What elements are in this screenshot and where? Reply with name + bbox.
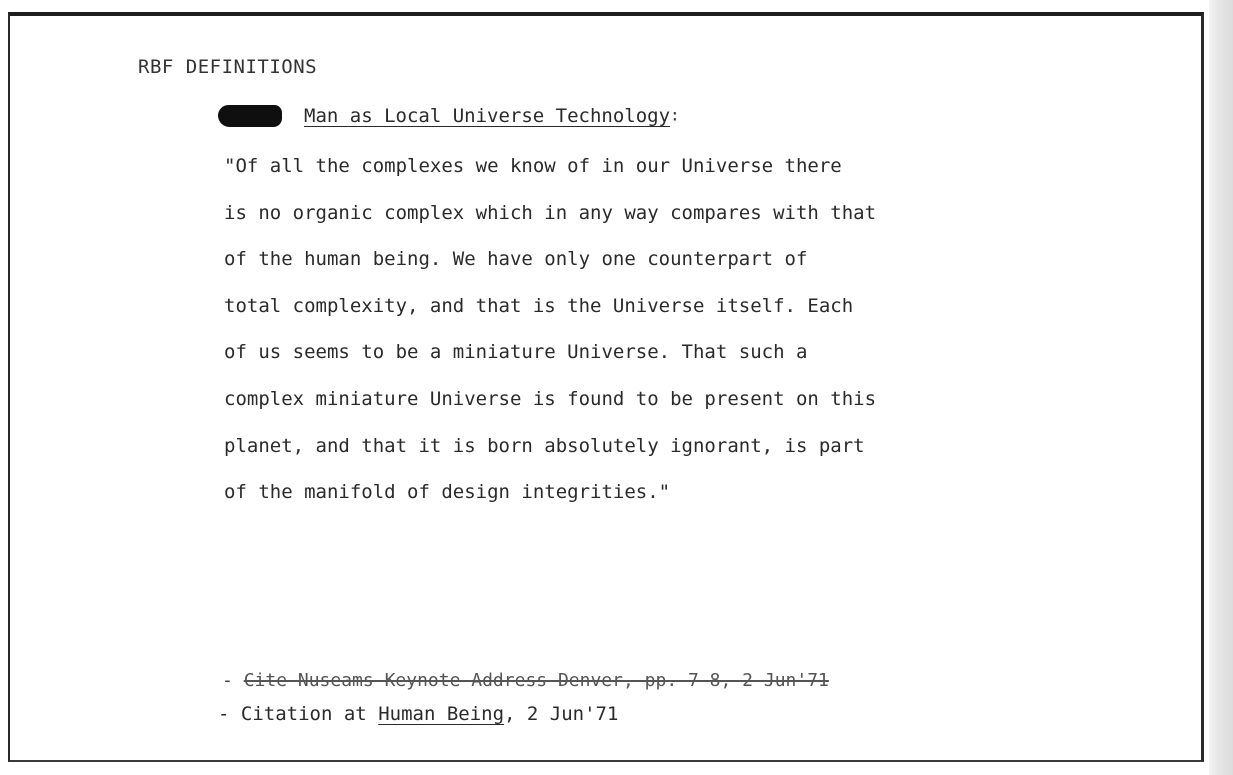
struck-citation	[222, 670, 829, 691]
page-heading: RBF DEFINITIONS	[138, 56, 318, 78]
quote-line: of the manifold of design integrities."	[224, 481, 671, 504]
struck-citation-dash: -	[222, 670, 233, 691]
quote-line: planet, and that it is born absolutely ignorant, is part	[224, 434, 865, 457]
entry-title-line	[218, 105, 680, 131]
quote-line: is no organic complex which in any way compares with that	[224, 201, 877, 224]
citation-date: , 2 Jun'71	[504, 703, 619, 725]
quote-line: of us seems to be a miniature Universe. That such a	[224, 341, 808, 364]
citation-prefix: Citation at	[240, 703, 367, 725]
quote-line: "Of all the complexes we know of in our Universe there	[224, 155, 842, 177]
quote-line: total complexity, and that is the Universe itself. Each	[224, 294, 854, 317]
citation	[218, 703, 618, 725]
quote-line: complex miniature Universe is found to be present on this	[224, 387, 877, 410]
scan-edge	[1209, 0, 1233, 775]
entry-title-colon: :	[670, 105, 680, 125]
redaction-mark	[218, 105, 282, 127]
quote-line: of the human being. We have only one counterpart of	[224, 248, 808, 271]
citation-dash: -	[218, 703, 230, 725]
quote-text	[224, 150, 876, 523]
citation-link: Human Being	[378, 703, 505, 725]
struck-citation-text: Cite Nuseams Keynote Address Denver, pp. 7-8, 2 Jun'71	[243, 670, 829, 691]
entry-title: Man as Local Universe Technology	[304, 105, 671, 127]
